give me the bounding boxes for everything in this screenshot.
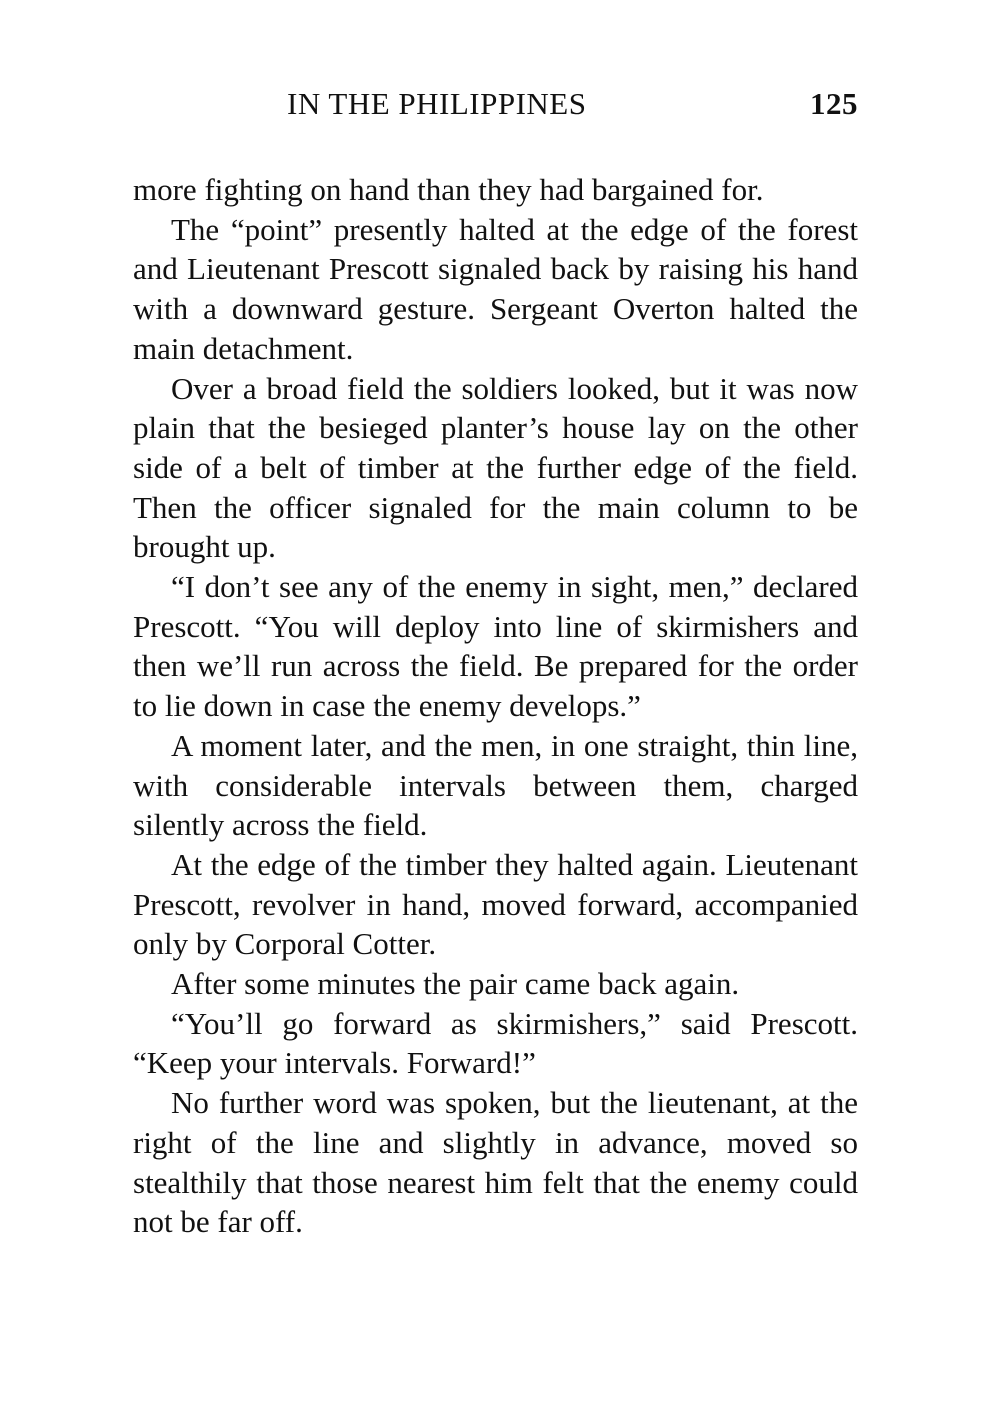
paragraph: At the edge of the timber they halted again. Lieutenant Prescott, revolver in hand, moved forward, accompanied only by Corporal Cotter. [133,846,858,962]
paragraph: “I don’t see any of the enemy in sight, men,” declared Prescott. “You will deploy into line of skirmishers and then we’ll run across the field. Be prepared for the order to lie down in case the enemy develops.” [133,569,858,724]
running-head [133,86,858,126]
paragraph: A moment later, and the men, in one straight, thin line, with considerable intervals between them, charged silently across the field. [133,727,858,843]
paragraph-continuation: more fighting on hand than they had bargained for. [133,172,764,207]
body-text [133,170,858,1242]
page-number: 125 [810,86,858,121]
paragraph: After some minutes the pair came back again. [171,966,740,1002]
paragraph: “You’ll go forward as skirmishers,” said Prescott. “Keep your intervals. Forward!” [133,1005,858,1081]
paragraph: Over a broad field the soldiers looked, but it was now plain that the besieged planter’s house lay on the other side of a belt of timber at the further edge of the field. Then the officer signaled for the main column to be brought up. [133,370,858,565]
paragraph: The “point” presently halted at the edge of the forest and Lieutenant Prescott signaled back by raising his hand with a downward gesture. Sergeant Overton halted the main detachment. [133,211,858,366]
running-title: IN THE PHILIPPINES [287,86,587,121]
paragraph: No further word was spoken, but the lieutenant, at the right of the line and slightly in advance, moved so stealthily that those nearest him felt that the enemy could not be far off. [133,1085,858,1240]
